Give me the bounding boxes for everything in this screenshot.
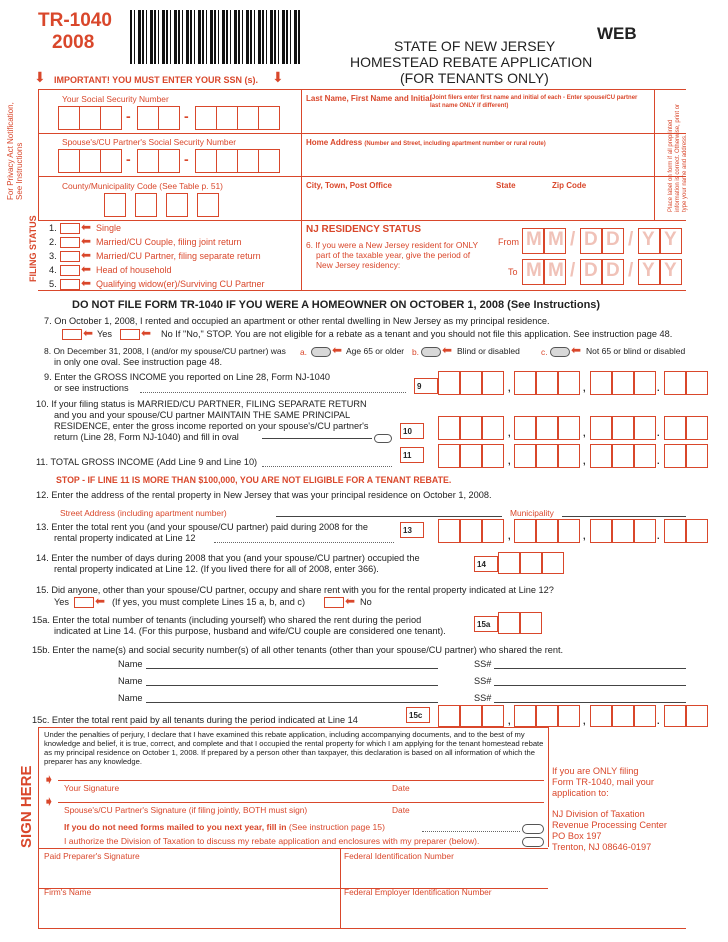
preparer-label: Paid Preparer's Signature (44, 851, 140, 861)
your-signature-label: Your Signature (64, 783, 120, 793)
to-label: To (508, 267, 518, 277)
right-arrow-icon: ➧ (43, 771, 55, 787)
tenant-ss-label: SS# (474, 676, 492, 686)
line9-text: 9. Enter the GROSS INCOME you reported on Line 28, Form NJ-1040 (44, 372, 330, 382)
address-note: (Number and Street, including apartment number or rural route) (364, 141, 546, 147)
line8-blind-label: Blind or disabled (457, 346, 520, 356)
county-label: County/Municipality Code (See Table p. 51) (62, 181, 223, 191)
spouse-signature-input[interactable] (58, 802, 544, 803)
tenant-name-label: Name (118, 676, 143, 686)
line15-text: 15. Did anyone, other than your spouse/CU partner, occupy and share rent with you for the rental property indicated at Line 12? (36, 585, 554, 595)
line15-yes-label: Yes (54, 597, 69, 607)
form-year: 2008 (52, 32, 95, 53)
label-note: Place label on form if all preprinted information is correct. Otherwise, print or type your name and address. (668, 103, 688, 212)
status-label: Head of household (96, 265, 172, 275)
line14-text1: 14. Enter the number of days during 2008 that you (and your spouse/CU partner) occupied the (36, 553, 420, 563)
residency-line6: 6. If you were a New Jersey resident for ONLY (306, 240, 479, 250)
left-arrow-icon: ⬅ (83, 326, 94, 340)
penalty-text: Under the penalties of perjury, I declare that I have examined this rebate application, including accompanying documents, and to the best of my knowledge and belief, it is true, correct, and complete and that I occupied the rental property for which I am applying for the tenant homestead rebate as my principal residence on October 1, 2008. If prepared by a person other than taxpayer, this declaration is based on all information of which the preparer has any knowledge. (44, 730, 544, 766)
title-line2: HOMESTEAD REBATE APPLICATION (350, 54, 593, 70)
tenant-ss-input[interactable] (494, 668, 686, 669)
line10-text3: RESIDENCE, enter the gross income reported on your spouse's/CU partner's (54, 421, 369, 431)
date-label: Date (392, 805, 410, 815)
date-label: Date (392, 783, 410, 793)
line10-text4-span: return (Line 28, Form NJ-1040) and fill in oval (54, 432, 239, 442)
zip-label: Zip Code (552, 181, 587, 190)
name-note: (Joint filers enter first name and initial of each - Enter spouse/CU partner last name ONLY if different) (430, 95, 638, 109)
name-label-text: Last Name, First Name and Initial (306, 94, 432, 103)
tenant-ss-input[interactable] (494, 702, 686, 703)
privacy-note: For Privacy Act Notification, See Instructions (6, 102, 24, 200)
status-num: 1. (49, 223, 57, 233)
line15a-text1: 15a. Enter the total number of tenants (including yourself) who shared the rent during the period (32, 615, 422, 625)
status-num: 5. (49, 279, 57, 289)
status-num: 3. (49, 251, 57, 261)
spouse-signature-label: Spouse's/CU Partner's Signature (if filing jointly, BOTH must sign) (64, 805, 308, 815)
line8-note: in only one oval. See instruction page 48. (54, 357, 223, 367)
tenant-name-input[interactable] (146, 702, 438, 703)
line8-not-label: Not 65 or blind or disabled (586, 346, 686, 356)
left-arrow-icon: ⬅ (442, 343, 453, 357)
line10-text2: and you and your spouse/CU partner MAINTAIN THE SAME PRINCIPAL (54, 410, 351, 420)
mail-address2: Revenue Processing Center (552, 820, 667, 830)
line7-no-label: No If "No," STOP. You are not eligible for a rebate as a tenant and you should not file this application. See instruction page 48. (161, 329, 673, 339)
line10-oval[interactable] (374, 434, 392, 443)
mail-address1: NJ Division of Taxation (552, 809, 645, 819)
left-arrow-icon: ⬅ (332, 343, 343, 357)
left-arrow-icon: ⬅ (571, 343, 582, 357)
line8-text: 8. On December 31, 2008, I (and/or my spouse/CU partner) was (44, 346, 286, 356)
tenant-name-input[interactable] (146, 685, 438, 686)
line7-no-box[interactable] (120, 329, 140, 340)
line8-not-oval[interactable] (550, 347, 570, 357)
line8-a: a. (300, 347, 307, 357)
municipality-label: Municipality (510, 508, 554, 518)
line8-b: b. (412, 347, 419, 357)
line13-text2: rental property indicated at Line 12 (54, 533, 196, 543)
homeowner-warning: DO NOT FILE FORM TR-1040 IF YOU WERE A HOMEOWNER ON OCTOBER 1, 2008 (See Instructions) (72, 299, 601, 311)
fed-employer-label: Federal Employer Identification Number (344, 887, 492, 897)
tenant-name-input[interactable] (146, 668, 438, 669)
line8-c: c. (541, 347, 548, 357)
firm-label: Firm's Name (44, 887, 92, 897)
mail-line2: Form TR-1040, mail your (552, 777, 654, 787)
municipality-input[interactable] (562, 516, 686, 517)
web-label: WEB (597, 24, 637, 43)
line13-text1: 13. Enter the total rent you (and your spouse/CU partner) paid during 2008 for the (36, 522, 368, 532)
down-arrow-icon: ⬇ (34, 69, 46, 85)
residency-line6c: New Jersey residency: (316, 260, 401, 270)
mail-line3: application to: (552, 788, 609, 798)
name-label (306, 94, 432, 103)
line8-age-label: Age 65 or older (346, 346, 405, 356)
status-num: 4. (49, 265, 57, 275)
tenant-name-label: Name (118, 693, 143, 703)
authorize-note: I authorize the Division of Taxation to discuss my rebate application and enclosures with my preparer (below). (64, 836, 480, 846)
line15-no-label: No (360, 597, 372, 607)
fed-id-label: Federal Identification Number (344, 851, 454, 861)
tenant-ss-input[interactable] (494, 685, 686, 686)
street-input[interactable] (276, 516, 502, 517)
line10-text1: 10. If your filing status is MARRIED/CU PARTNER, FILING SEPARATE RETURN (36, 399, 367, 409)
line7-yes-box[interactable] (62, 329, 82, 340)
address-label-text: Home Address (306, 138, 363, 147)
barcode (130, 10, 300, 64)
left-arrow-icon: ⬅ (345, 594, 356, 608)
line15-yes-note: (If yes, you must complete Lines 15 a, b, and c) (112, 597, 306, 607)
form-id: TR-1040 (38, 10, 112, 31)
status-num: 2. (49, 237, 57, 247)
line8-age-oval[interactable] (311, 347, 331, 357)
line7-yes-label: Yes (97, 329, 112, 339)
line9-text2: or see instructions (54, 383, 129, 393)
sign-here-label: SIGN HERE (18, 765, 35, 848)
line15-yes-box[interactable] (74, 597, 94, 608)
spouse-ssn-label: Spouse's/CU Partner's Social Security Number (62, 137, 237, 147)
from-label: From (498, 237, 519, 247)
title-line1: STATE OF NEW JERSEY (394, 38, 556, 54)
tenant-name-label: Name (118, 659, 143, 669)
mail-address4: Trenton, NJ 08646-0197 (552, 842, 652, 852)
your-signature-input[interactable] (58, 780, 544, 781)
down-arrow-icon: ⬇ (272, 69, 284, 85)
status-label: Married/CU Couple, filing joint return (96, 237, 242, 247)
status-label: Single (96, 223, 122, 233)
no-forms-note (64, 822, 385, 832)
line11-text: 11. TOTAL GROSS INCOME (Add Line 9 and Line 10) (36, 457, 258, 467)
no-forms-oval[interactable] (522, 824, 544, 834)
line15b-text: 15b. Enter the name(s) and social security number(s) of all other tenants (other than your spouse/CU partner) who shared the rent. (32, 645, 564, 655)
tenant-ss-label: SS# (474, 659, 492, 669)
residency-line6b: part of the taxable year, give the period of (316, 250, 471, 260)
no-forms-text: If you do not need forms mailed to you next year, fill in (64, 822, 287, 832)
left-arrow-icon: ⬅ (141, 326, 152, 340)
address-label (306, 138, 546, 147)
no-forms-ref: (See instruction page 15) (288, 822, 385, 832)
line7-text: 7. On October 1, 2008, I rented and occupied an apartment or other rental dwelling in New Jersey as my principal residence. (44, 316, 550, 326)
mail-line1: If you are ONLY filing (552, 766, 639, 776)
title-line3: (FOR TENANTS ONLY) (400, 70, 549, 86)
residency-title: NJ RESIDENCY STATUS (306, 224, 422, 235)
ssn-notice: IMPORTANT! YOU MUST ENTER YOUR SSN (s). (54, 75, 259, 85)
ssn-label: Your Social Security Number (62, 94, 169, 104)
line15-no-box[interactable] (324, 597, 344, 608)
line15a-text2: indicated at Line 14. (For this purpose, husband and wife/CU couple are considered one tenant). (54, 626, 446, 636)
right-arrow-icon: ➧ (43, 793, 55, 809)
authorize-oval[interactable] (522, 837, 544, 847)
stop-warning: STOP - IF LINE 11 IS MORE THAN $100,000, YOU ARE NOT ELIGIBLE FOR A TENANT REBATE. (56, 475, 452, 485)
line10-text4 (54, 432, 239, 443)
filing-status-label: FILING STATUS (28, 215, 38, 282)
line8-blind-oval[interactable] (421, 347, 441, 357)
street-label: Street Address (including apartment number) (60, 508, 227, 518)
status-label: Qualifying widow(er)/Surviving CU Partner (96, 279, 265, 289)
city-label: City, Town, Post Office (306, 181, 392, 190)
mail-instructions (552, 766, 667, 853)
left-arrow-icon: ⬅ (95, 594, 106, 608)
status-label: Married/CU Partner, filing separate return (96, 251, 261, 261)
line14-text2: rental property indicated at Line 12. (If you lived there for all of 2008, enter 366). (54, 564, 379, 574)
line15c-text: 15c. Enter the total rent paid by all tenants during the period indicated at Line 14 (32, 715, 358, 725)
line12-text: 12. Enter the address of the rental property in New Jersey that was your principal residence on October 1, 2008. (36, 490, 492, 500)
mail-address3: PO Box 197 (552, 831, 602, 841)
tenant-ss-label: SS# (474, 693, 492, 703)
state-label: State (496, 181, 516, 190)
